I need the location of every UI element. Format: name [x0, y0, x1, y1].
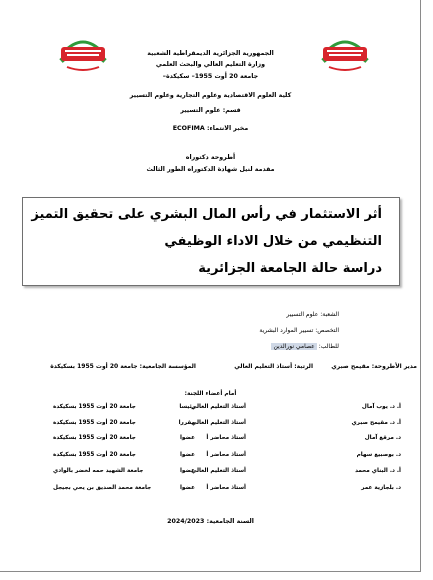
jury-member-role: عضوا	[179, 485, 195, 491]
jury-heading: أمام أعضاء اللجنة:	[184, 391, 237, 397]
jury-row	[0, 419, 421, 428]
jury-member-name: أ. د. يوب آمال	[361, 404, 401, 410]
university-name: جامعة 20 أوت 1955– سكيكدة–	[162, 73, 259, 80]
supervisor-institution: المؤسسة الجامعية: جامعة 20 أوت 1955 بسكيكدة	[50, 363, 196, 370]
jury-member-name: د. بلجازية عمر	[361, 485, 401, 491]
jury-member-institution: جامعة الشهيد حمه لخضر بالوادي	[53, 468, 144, 474]
jury-member-institution: جامعة 20 أوت 1955 بسكيكدة	[53, 404, 136, 410]
jury-member-role: عضوا	[179, 452, 195, 458]
jury-member-name: د. بوصبيع سهام	[356, 452, 401, 458]
jury-member-institution: جامعة 20 أوت 1955 بسكيكدة	[53, 452, 136, 458]
jury-row	[0, 403, 421, 412]
ministry-name: وزارة التعليم العالي والبحث العلمي	[155, 61, 266, 68]
jury-member-rank: أستاذ التعليم العالي	[191, 420, 246, 426]
jury-member-name: أ. د. البناي محمد	[355, 468, 401, 474]
jury-member-rank: أستاذ محاضر أ	[206, 485, 246, 491]
thesis-title-box	[22, 197, 400, 286]
jury-row	[0, 484, 421, 493]
student-name: عصامي نورالدين	[273, 343, 315, 350]
branch-field: الشعبة: علوم التسيير	[286, 311, 339, 318]
faculty-name: كلية العلوم الاقتصادية وعلوم التجارية وعلوم التسيير	[129, 92, 292, 99]
jury-member-institution: جامعة 20 أوت 1955 بسكيكدة	[53, 435, 136, 441]
thesis-purpose: مقدمة لنيل شهادة الدكتوراه الطور الثالث	[146, 166, 275, 173]
jury-member-role: مقررا	[178, 420, 195, 426]
thesis-title-line-3: دراسة حالة الجامعة الجزائرية	[198, 261, 382, 276]
jury-member-institution: جامعة 20 أوت 1955 بسكيكدة	[53, 420, 136, 426]
department-name: قسم: علوم التسيير	[180, 107, 241, 114]
jury-member-role: عضوا	[179, 468, 195, 474]
student-label: للطالب:	[318, 343, 339, 350]
supervisor-name: مدير الأطروحة: مقيمح صبري	[331, 363, 417, 370]
jury-member-role: رئيسا	[179, 404, 195, 410]
academic-year: السنة الجامعية: 2024/2023	[167, 518, 254, 525]
jury-row	[0, 467, 421, 476]
thesis-type: أطروحة دكتوراه	[185, 154, 236, 161]
student-field	[271, 343, 339, 351]
jury-member-name: د. مرقع آمال	[364, 435, 401, 441]
republic-name: الجمهورية الجزائرية الديمقراطية الشعبية	[147, 50, 274, 57]
thesis-title-line-1: أثر الاستثمار في رأس المال البشري على تحقيق التميز	[31, 207, 382, 222]
supervisor-rank: الرتبة: أستاذ التعليم العالي	[234, 363, 313, 370]
jury-member-rank: أستاذ التعليم العالي	[191, 468, 246, 474]
jury-row	[0, 451, 421, 460]
jury-member-rank: أستاذ محاضر أ	[206, 452, 246, 458]
jury-member-rank: أستاذ محاضر أ	[206, 435, 246, 441]
jury-member-institution: جامعة محمد الصديق بن يحي بجيجل	[53, 485, 152, 491]
specialty-field: التخصص: تسيير الموارد البشرية	[259, 327, 339, 334]
jury-row	[0, 434, 421, 443]
jury-member-name: أ. د. مقيمح صبري	[351, 420, 401, 426]
jury-member-rank: أستاذ التعليم العالي	[191, 404, 246, 410]
lab-name: مخبر الانتماء: ECOFIMA	[172, 125, 249, 132]
thesis-title-line-2: التنظيمي من خلال الاداء الوظيفي	[164, 234, 382, 249]
jury-member-role: عضوا	[179, 435, 195, 441]
